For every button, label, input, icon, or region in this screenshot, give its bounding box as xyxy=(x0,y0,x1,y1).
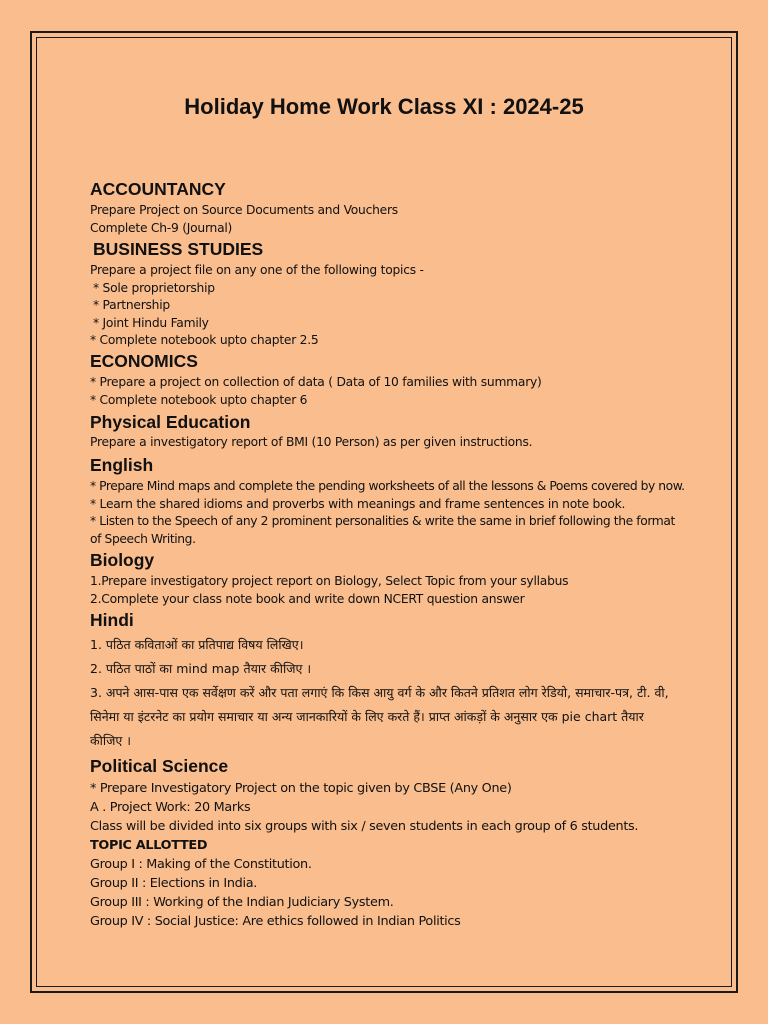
section-line: A . Project Work: 20 Marks xyxy=(90,800,251,815)
topic-allotted-label: TOPIC ALLOTTED xyxy=(90,838,208,853)
section-line: Complete Ch-9 (Journal) xyxy=(90,220,233,235)
page-title: Holiday Home Work Class XI : 2024-25 xyxy=(184,94,584,119)
section-heading: BUSINESS STUDIES xyxy=(93,239,264,259)
section-line: * Joint Hindu Family xyxy=(93,315,209,330)
section-heading: Biology xyxy=(90,550,155,570)
section-political-science xyxy=(90,755,690,931)
section-business-studies xyxy=(90,238,690,350)
section-line: * Prepare Investigatory Project on the topic given by CBSE (Any One) xyxy=(90,781,512,796)
section-heading: Political Science xyxy=(90,756,229,776)
section-line: 3. अपने आस-पास एक सर्वेक्षण करें और पता लगाएं कि किस आयु वर्ग के और कितने प्रतिशत लोग रेडियो, समाचार-पत्र, टी. वी, सिनेमा या इंटरनेट का प्रयोग समाचार या अन्य जानकारियों के लिए करते हैं। प्राप्त आंकड़ों के अनुसार एक pie chart तैयार कीजिए । xyxy=(90,685,669,748)
section-accountancy xyxy=(90,178,690,237)
section-line: Group II : Elections in India. xyxy=(90,876,258,891)
section-line: * Sole proprietorship xyxy=(93,280,215,295)
section-line: * Listen to the Speech of any 2 prominent personalities & write the same in brief following the format of Speech Writing. xyxy=(90,514,675,546)
section-line: Group IV : Social Justice: Are ethics followed in Indian Politics xyxy=(90,914,461,929)
section-english xyxy=(90,454,690,548)
section-line: Prepare Project on Source Documents and Vouchers xyxy=(90,203,398,217)
section-line: * Learn the shared idioms and proverbs with meanings and frame sentences in note book. xyxy=(90,496,626,511)
section-heading: ACCOUNTANCY xyxy=(90,179,226,199)
section-line: * Prepare a project on collection of data ( Data of 10 families with summary) xyxy=(90,375,542,389)
section-line: Group I : Making of the Constitution. xyxy=(90,857,312,872)
section-economics xyxy=(90,350,690,409)
section-hindi xyxy=(90,609,690,753)
section-heading: ECONOMICS xyxy=(90,351,198,371)
section-line: * Complete notebook upto chapter 6 xyxy=(90,392,308,407)
section-heading: Physical Education xyxy=(90,412,251,432)
section-biology xyxy=(90,549,690,608)
section-line: 2. पठित पाठों का mind map तैयार कीजिए । xyxy=(90,661,312,676)
section-line: * Complete notebook upto chapter 2.5 xyxy=(90,333,319,347)
section-line: * Partnership xyxy=(93,298,170,312)
section-line: 2.Complete your class note book and write down NCERT question answer xyxy=(90,591,525,606)
section-line: * Prepare Mind maps and complete the pending worksheets of all the lessons & Poems covered by now. xyxy=(90,479,685,493)
section-line: Prepare a investigatory report of BMI (10 Person) as per given instructions. xyxy=(90,435,533,449)
section-heading: English xyxy=(90,455,154,475)
section-line: 1.Prepare investigatory project report on Biology, Select Topic from your syllabus xyxy=(90,574,569,588)
section-line: Prepare a project file on any one of the following topics - xyxy=(90,263,424,277)
section-line: 1. पठित कविताओं का प्रतिपाद्य विषय लिखिए। xyxy=(90,637,304,652)
section-physical-education xyxy=(90,411,690,452)
section-heading: Hindi xyxy=(90,610,134,630)
section-line: Class will be divided into six groups with six / seven students in each group of 6 students. xyxy=(90,819,639,834)
section-line: Group III : Working of the Indian Judiciary System. xyxy=(90,895,394,910)
